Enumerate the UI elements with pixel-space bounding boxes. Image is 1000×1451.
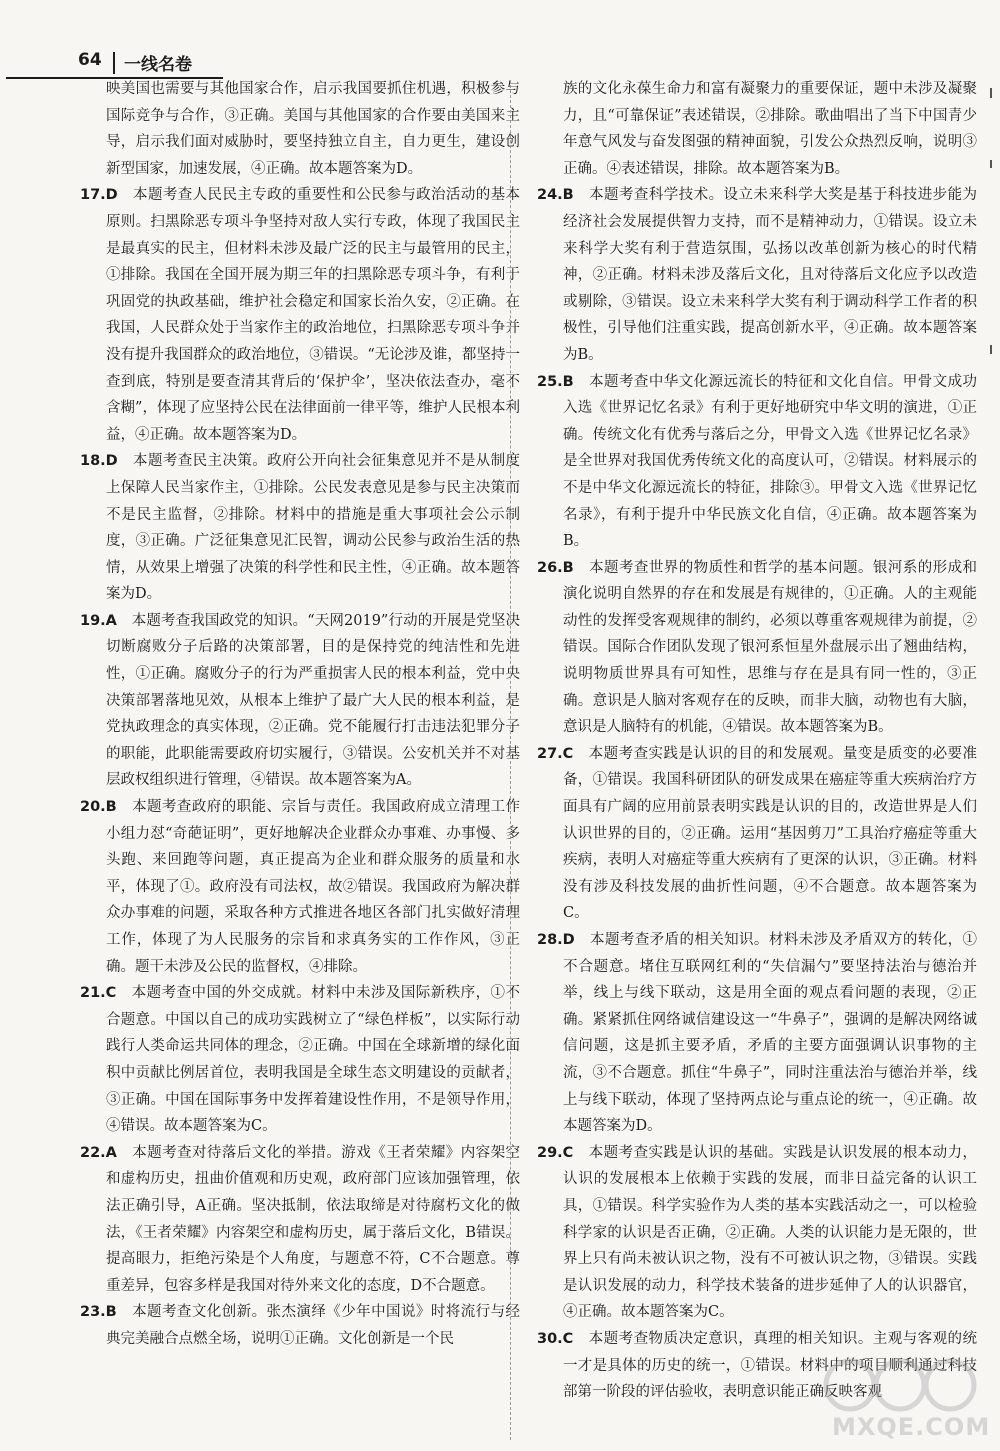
scan-edge-mark bbox=[990, 160, 992, 168]
answer-item bbox=[537, 369, 977, 555]
answer-item bbox=[80, 1299, 520, 1352]
answer-number: 30.C bbox=[537, 1330, 574, 1347]
answer-explanation: 本题考查矛盾的相关知识。材料未涉及矛盾双方的转化，①不合题意。堵住互联网红利的“失信漏勺”要坚持法治与德治并举，线上与线下联动，这是用全面的观点看问题的表现，②正确。紧紧抓住网络诚信建设这一“牛鼻子”，强调的是解决网络诚信问题，这是抓主要矛盾，矛盾的主要方面强调认识事物的主流，③不合题意。抓住“牛鼻子”，同时注重法治与德治并举，线上与线下联动，体现了坚持两点论与重点论的统一，④正确。故本题答案为D。 bbox=[563, 932, 978, 1135]
book-title: 一线名卷 bbox=[124, 55, 192, 75]
answer-number: 18.D bbox=[80, 453, 118, 470]
answer-number: 22.A bbox=[80, 1144, 117, 1161]
answer-item bbox=[80, 182, 520, 448]
continuation-text: 族的文化永葆生命力和富有凝聚力的重要保证，题中未涉及凝聚力，且“可靠保证”表述错误，②排除。歌曲唱出了当下中国青少年意气风发与奋发图强的精神面貌，引发公众热烈反响，说明③正确。④表述错误，排除。故本题答案为B。 bbox=[563, 81, 977, 177]
answer-explanation: 本题考查对待落后文化的举措。游戏《王者荣耀》内容架空和虚构历史，扭曲价值观和历史观，政府部门应该加强管理，依法正确引导，A正确。坚决抵制，依法取缔是对待腐朽文化的做法，《王者荣耀》内容架空和虚构历史，属于落后文化，B错误。提高眼力，拒绝污染是个人角度，与题意不符，C不合题意。尊重差异，包容多样是我国对待外来文化的态度，D不合题意。 bbox=[106, 1144, 520, 1294]
answer-number: 23.B bbox=[80, 1304, 117, 1321]
answer-number: 17.D bbox=[80, 187, 118, 204]
answer-item bbox=[537, 555, 977, 741]
answer-explanation: 本题考查人民民主专政的重要性和公民参与政治活动的基本原则。扫黑除恶专项斗争坚持对敌人实行专政，体现了我国民主是最真实的民主，但材料未涉及最广泛的民主与最管用的民主，①排除。我国在全国开展为期三年的扫黑除恶专项斗争，有利于巩固党的执政基础，维护社会稳定和国家长治久安，②正确。在我国，人民群众处于当家作主的政治地位，扫黑除恶专项斗争并没有提升我国群众的政治地位，③错误。“无论涉及谁，都坚持一查到底，特别是要查清其背后的‘保护伞’，坚决依法查办，毫不含糊”，体现了应坚持公民在法律面前一律平等，维护人民根本利益，④正确。故本题答案为D。 bbox=[106, 187, 521, 443]
scan-edge-mark bbox=[990, 345, 992, 354]
answer-explanation: 本题考查世界的物质性和哲学的基本问题。银河系的形成和演化说明自然界的存在和发展是有规律的，①正确。人的主观能动性的发挥受客观规律的制约，必须以尊重客观规律为前提，②错误。国际合作团队发现了银河系恒星外盘展示出了翘曲结构，说明物质世界具有可知性，思维与存在是具有同一性的，③正确。意识是人脑对客观存在的反映，而非大脑，动物也有大脑，意识是人脑特有的机能，④错误。故本题答案为B。 bbox=[563, 559, 978, 736]
header-separator bbox=[113, 52, 115, 74]
answer-number: 19.A bbox=[80, 612, 117, 629]
answer-item bbox=[80, 980, 520, 1140]
watermark-logo-icon bbox=[810, 1355, 990, 1415]
answer-item bbox=[80, 448, 520, 608]
answer-number: 28.D bbox=[537, 932, 575, 948]
answer-number: 25.B bbox=[537, 373, 574, 390]
answer-number: 27.C bbox=[537, 745, 574, 762]
scan-edge-mark bbox=[990, 88, 992, 98]
answer-explanation: 本题考查我国政党的知识。“天网2019”行动的开展是党坚决切断腐败分子后路的决策部署，目的是保持党的纯洁性和先进性，①正确。腐败分子的行为严重损害人民的根本利益，党中央决策部署落地见效，从根本上维护了最广大人民的根本利益，是党执政理念的真实体现，②正确。党不能履行打击违法犯罪分子的职能，此职能需要政府切实履行，③错误。公安机关并不对基层政权组织进行管理，④错误。故本题答案为A。 bbox=[106, 612, 520, 789]
right-column bbox=[537, 76, 977, 1406]
continuation-text: 映美国也需要与其他国家合作，启示我国要抓住机遇，积极参与国际竞争与合作，③正确。美国与其他国家的合作要由美国来主导，启示我们面对威胁时，要坚持独立自主，自力更生，建设创新型国家，加速发展，④正确。故本题答案为D。 bbox=[106, 81, 520, 177]
watermark bbox=[810, 1355, 990, 1445]
answer-explanation: 本题考查民主决策。政府公开向社会征集意见并不是从制度上保障人民当家作主，①排除。公民发表意见是参与民主决策而不是民主监督，②排除。材料中的措施是重大事项社会公示制度，③正确。广泛征集意见汇民智，调动公民参与政治生活的热情，从效果上增强了决策的科学性和民主性，④正确。故本题答案为D。 bbox=[106, 453, 521, 603]
answer-explanation: 本题考查实践是认识的基础。实践是认识发展的根本动力，认识的发展根本上依赖于实践的发展，而非日益完备的认识工具，①错误。科学实验作为人类的基本实践活动之一，可以检验科学家的认识是否正确，②正确。人类的认识能力是无限的，世界上只有尚未被认识之物，没有不可被认识之物，③错误。实践是认识发展的动力，科学技术装备的进步延伸了人的认识器官，④正确。故本题答案为C。 bbox=[563, 1144, 978, 1321]
answer-number: 21.C bbox=[80, 985, 117, 1002]
answer-item bbox=[537, 182, 977, 368]
answer-explanation: 本题考查中国的外交成就。材料中未涉及国际新秩序，①不合题意。中国以自己的成功实践树立了“绿色样板”，以实际行动践行人类命运共同体的理念，②正确。中国在全球新增的绿化面积中贡献比例居首位，表明我国是全球生态文明建设的贡献者，③正确。中国在国际事务中发挥着建设性作用，不是领导作用，④错误。故本题答案为C。 bbox=[106, 985, 521, 1135]
answer-item bbox=[537, 1140, 977, 1326]
page-number: 64 bbox=[78, 50, 102, 70]
answer-item bbox=[80, 608, 520, 794]
answer-explanation: 本题考查中华文化源远流长的特征和文化自信。甲骨文成功入选《世界记忆名录》有利于更好地研究中华文明的演进，①正确。传统文化有优秀与落后之分，甲骨文入选《世界记忆名录》是全世界对我国优秀传统文化的高度认可，②错误。材料展示的不是中华文化源远流长的特征，排除③。甲骨文入选《世界记忆名录》，有利于提升中华民族文化自信，④正确。故本题答案为B。 bbox=[563, 373, 978, 550]
answer-explanation: 本题考查实践是认识的目的和发展观。量变是质变的必要准备，①错误。我国科研团队的研发成果在癌症等重大疾病治疗方面具有广阔的应用前景表明实践是认识的目的，改造世界是人们认识世界的目的，②正确。运用“基因剪刀”工具治疗癌症等重大疾病，表明人对癌症等重大疾病有了更深的认识，③正确。材料没有涉及科技发展的曲折性问题，④不合题意。故本题答案为C。 bbox=[563, 745, 978, 922]
answer-explanation: 本题考查政府的职能、宗旨与责任。我国政府成立清理工作小组力怼“奇葩证明”，更好地解决企业群众办事难、办事慢、多头跑、来回跑等问题，真正提高为企业和群众服务的质量和水平，体现了①。政府没有司法权，故②错误。我国政府为解决群众办事难的问题，采取各种方式推进各地区各部门扎实做好清理工作，体现了为人民服务的宗旨和求真务实的工作作风，③正确。题干未涉及公民的监督权，④排除。 bbox=[106, 799, 521, 975]
answer-number: 26.B bbox=[537, 559, 574, 576]
watermark-url: MXQE.COM bbox=[832, 1413, 991, 1441]
answer-item bbox=[80, 794, 520, 980]
page-header bbox=[0, 0, 1000, 80]
answer-item bbox=[80, 1140, 520, 1300]
answer-item bbox=[537, 927, 977, 1140]
answer-item bbox=[537, 741, 977, 927]
column-divider bbox=[510, 80, 511, 1440]
answer-number: 20.B bbox=[80, 799, 117, 816]
answer-explanation: 本题考查文化创新。张杰演绎《少年中国说》时将流行与经典完美融合点燃全场，说明①正确。文化创新是一个民 bbox=[106, 1304, 521, 1347]
answer-number: 29.C bbox=[537, 1144, 574, 1161]
answer-explanation: 本题考查科学技术。设立未来科学大奖是基于科技进步能为经济社会发展提供智力支持，而不是精神动力，①错误。设立未来科学大奖有利于营造氛围，弘扬以改革创新为核心的时代精神，②正确。材料未涉及落后文化，且对待落后文化应予以改造或剔除，③错误。设立未来科学大奖有利于调动科学工作者的积极性，引导他们注重实践，提高创新水平，④正确。故本题答案为B。 bbox=[563, 187, 978, 363]
left-column bbox=[80, 76, 520, 1353]
answer-number: 24.B bbox=[537, 187, 574, 204]
answer-explanation: 本题考查物质决定意识，真理的相关知识。主观与客观的统一才是具体的历史的统一，①错误。材料中的项目顺利通过科技部第一阶段的评估验收，表明意识能正确反映客观 bbox=[563, 1330, 978, 1401]
